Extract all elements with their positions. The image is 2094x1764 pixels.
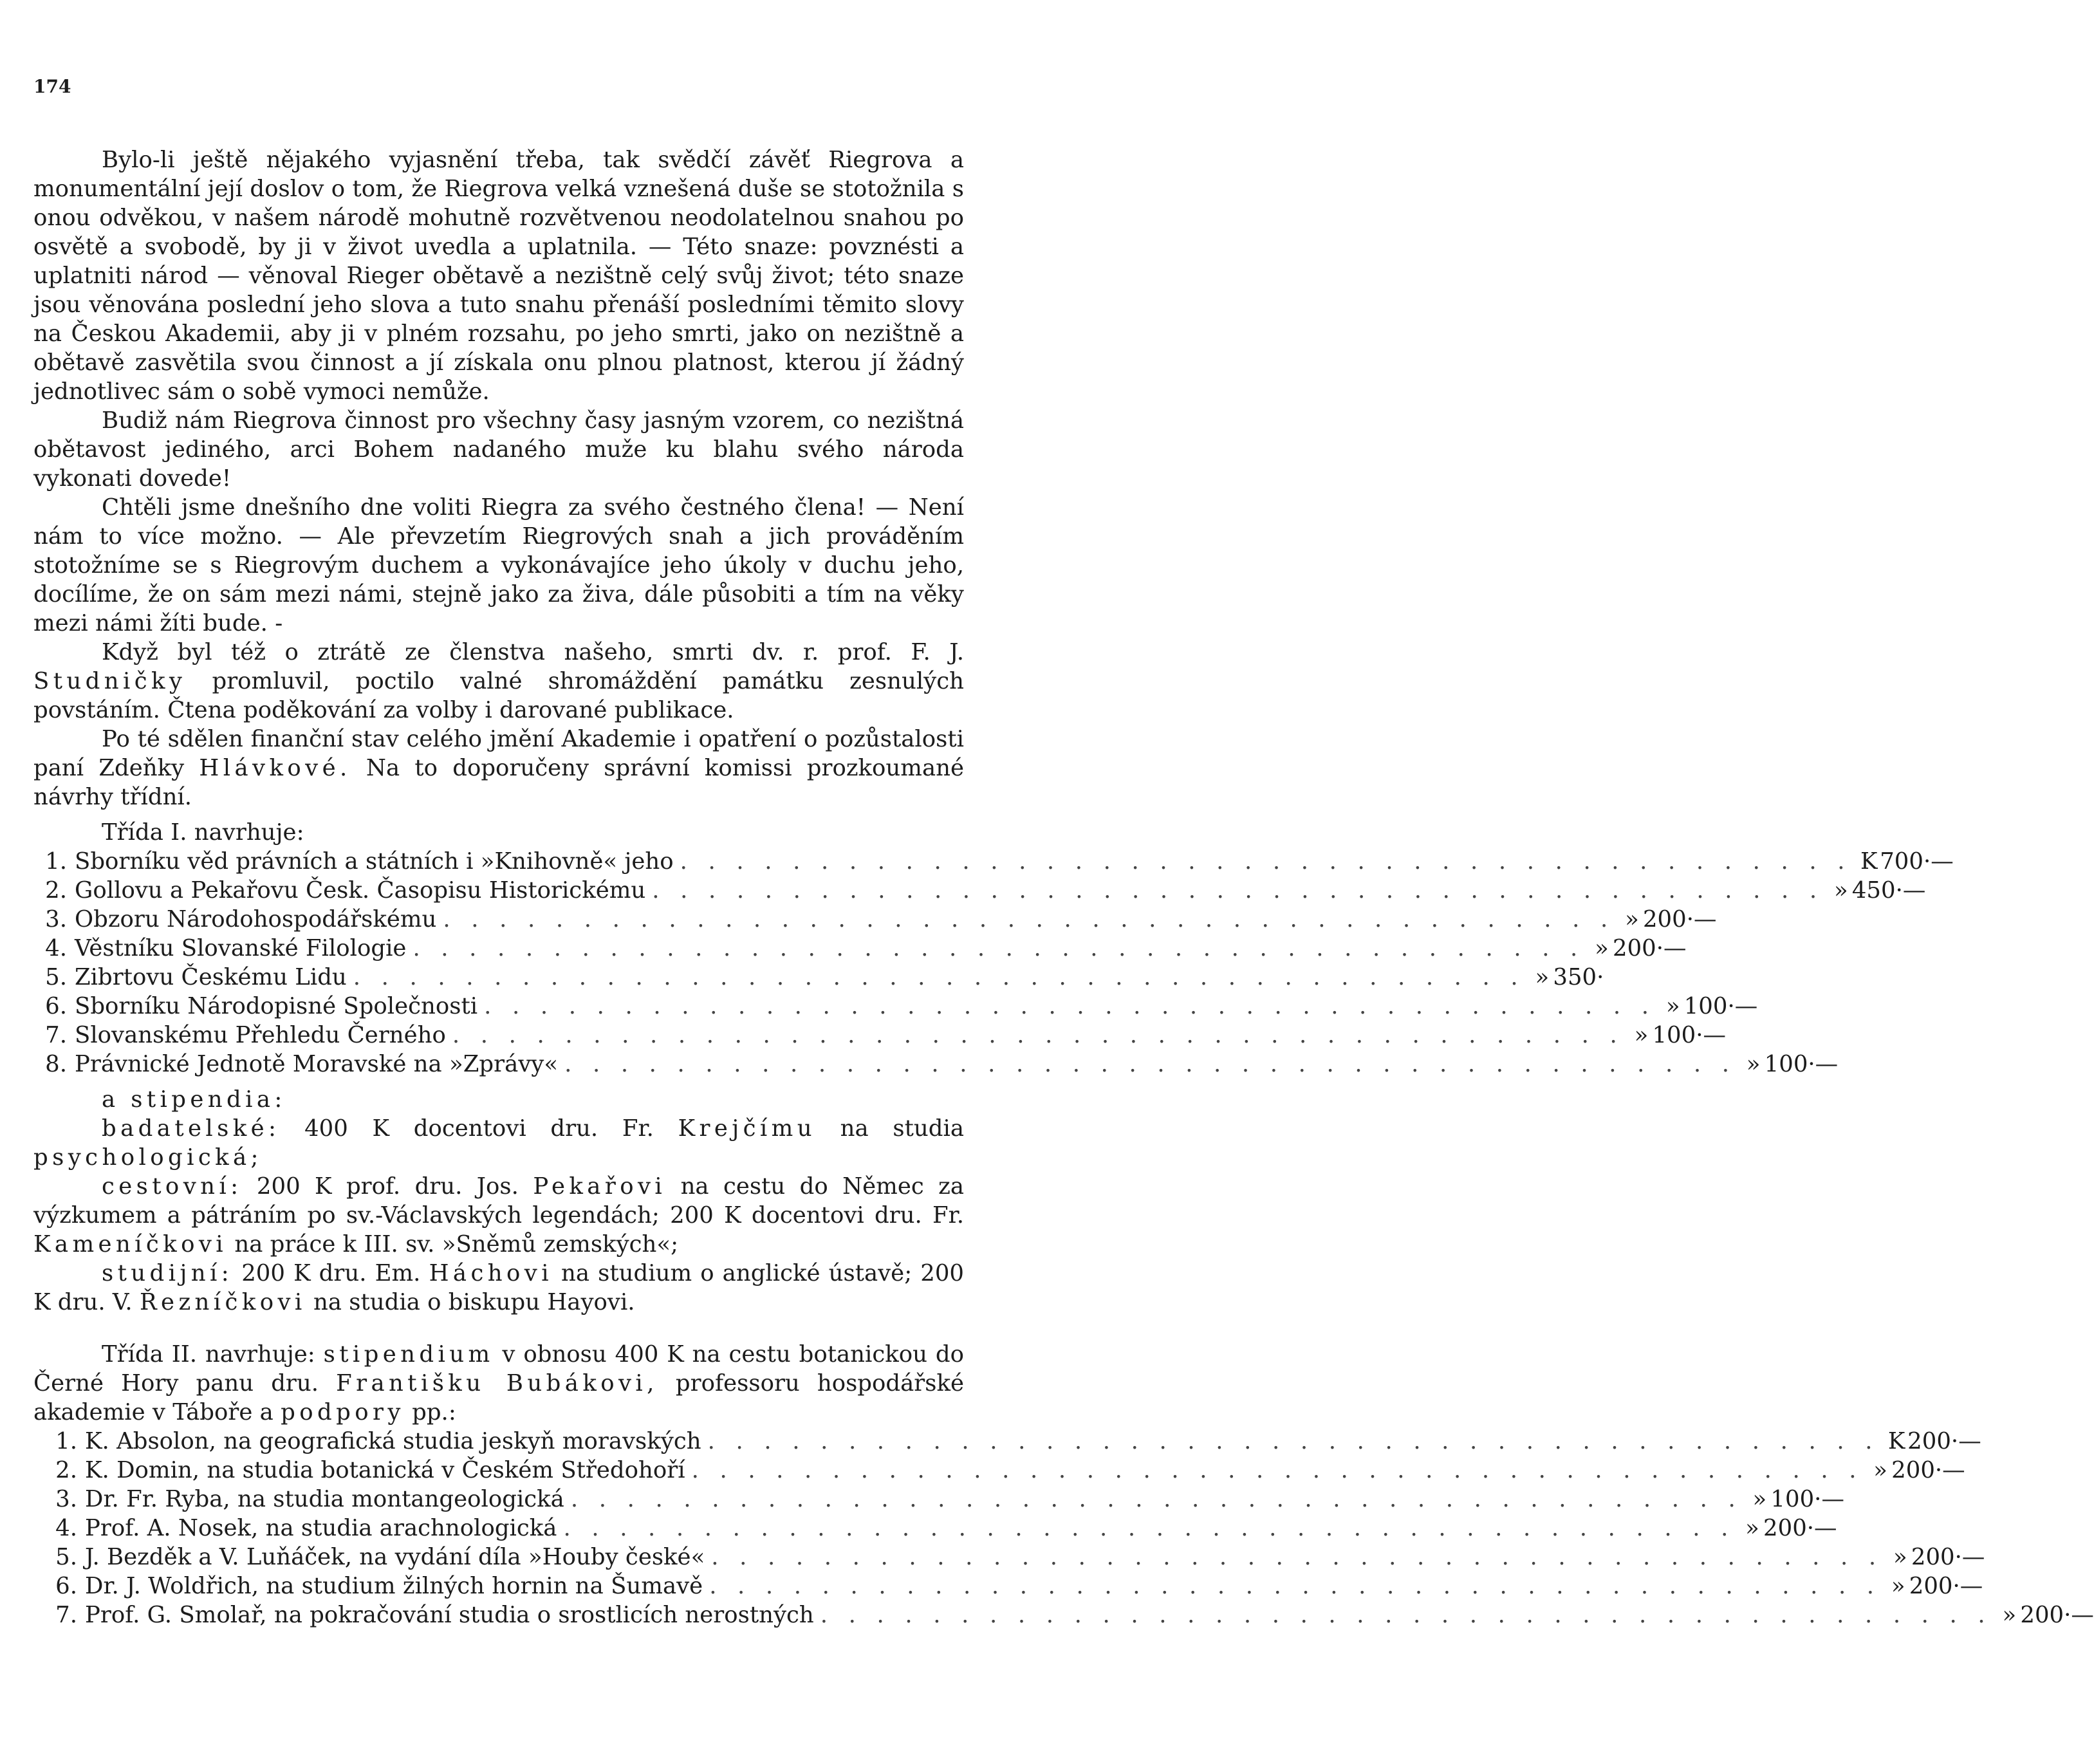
paragraph-3: Chtěli jsme dnešního dne voliti Riegra za svého čestného člena! — Není nám to více možno. — Ale převzetím Riegrových snah a jich prováděním stotožníme se s Riegrovým duchem a vykonávajíce jeho úkoly v duchu jeho, docílíme, že on sám mezi námi, stejně jako za živa, dále působiti a tím na věky mezi námi žíti bude. - — [33, 494, 964, 636]
leader-dots: . . . . . . . . . . . . . . . . . . . . . . . . . . . . . . . . . . . . . . . . . . — [707, 1428, 1880, 1454]
class1-list — [33, 847, 1954, 1079]
leader-dots: . . . . . . . . . . . . . . . . . . . . . . . . . . . . . . . . . . . . . . . . . . — [570, 1486, 1743, 1512]
list-item: 3. Dr. Fr. Ryba, na studia montangeologická . . . . . . . . . . . . . . . . . . . . . . . . . . . . . . . . . . . . . . . . . . » 100·— — [55, 1486, 1844, 1512]
page-body — [33, 145, 2094, 1629]
leader-dots: . . . . . . . . . . . . . . . . . . . . . . . . . . . . . . . . . . . . . . . . . . — [680, 848, 1852, 875]
list-item: 6. Sborníku Národopisné Společnosti . . . . . . . . . . . . . . . . . . . . . . . . . . . . . . . . . . . . . . . . . . » 100·— — [45, 993, 1758, 1019]
list-item: 8. Právnické Jednotě Moravské na »Zprávy« . . . . . . . . . . . . . . . . . . . . . . . . . . . . . . . . . . . . . . . . . . » 100·— — [45, 1051, 1839, 1077]
stipendia-heading: a stipendia: — [102, 1086, 286, 1113]
class2-list — [33, 1427, 2094, 1629]
leader-dots: . . . . . . . . . . . . . . . . . . . . . . . . . . . . . . . . . . . . . . . . . . — [652, 877, 1824, 904]
list-item: 4. Věstníku Slovanské Filologie . . . . . . . . . . . . . . . . . . . . . . . . . . . . . . . . . . . . . . . . . . » 200·— — [45, 935, 1687, 961]
paragraph-4: Když byl též o ztrátě ze členstva našeho, smrti dv. r. prof. F. J. Studničky promluvil, poctilo valné shromáždění památku zesnulých povstáním. Čtena poděkování za volby i darované publikace. — [33, 639, 964, 723]
list-item: 1. Sborníku věd právních a státních i »Knihovně« jeho . . . . . . . . . . . . . . . . . . . . . . . . . . . . . . . . . . . . . . . . . . K 700·— — [45, 848, 1954, 875]
leader-dots: . . . . . . . . . . . . . . . . . . . . . . . . . . . . . . . . . . . . . . . . . . — [711, 1544, 1883, 1570]
name-bubak: Františku Bubákovi, — [336, 1370, 658, 1397]
leader-dots: . . . . . . . . . . . . . . . . . . . . . . . . . . . . . . . . . . . . . . . . . . — [564, 1051, 1736, 1077]
class2-paragraph: Třída II. navrhuje: stipendium v obnosu 400 K na cestu botanickou do Černé Hory panu dru. Františku Bubákovi, professoru hospodářské akademie v Táboře a podpory pp.: — [33, 1341, 965, 1425]
list-item: 2. K. Domin, na studia botanická v Českém Středohoří . . . . . . . . . . . . . . . . . . . . . . . . . . . . . . . . . . . . . . . . . . » 200·— — [55, 1457, 1965, 1483]
stipendium-cestovni: cestovní: 200 K prof. dru. Jos. Pekařovi na cestu do Němec za výzkumem a pátráním po sv.-Václavských legendách; 200 K docentovi dru. Fr. Kameníčkovi na práce k III. sv. »Sněmů zemských«; — [33, 1173, 964, 1258]
stipendium-badatelske: badatelské: 400 K docentovi dru. Fr. Krejčímu na studia psychologická; — [33, 1115, 964, 1171]
list-item: 5. J. Bezděk a V. Luňáček, na vydání díla »Houby české« . . . . . . . . . . . . . . . . . . . . . . . . . . . . . . . . . . . . . . . . . . » 200·— — [55, 1544, 1985, 1570]
list-item: 2. Gollovu a Pekařovu Česk. Časopisu Historickému . . . . . . . . . . . . . . . . . . . . . . . . . . . . . . . . . . . . . . . . . . » 450·— — [45, 877, 1926, 904]
name-pekar: Pekařovi — [533, 1173, 667, 1200]
name-krejci: Krejčímu — [678, 1115, 816, 1142]
name-hlavkova: Hlávkové. — [199, 755, 351, 781]
name-hacha: Háchovi — [429, 1260, 553, 1286]
leader-dots: . . . . . . . . . . . . . . . . . . . . . . . . . . . . . . . . . . . . . . . . . . — [820, 1602, 1992, 1628]
leader-dots: . . . . . . . . . . . . . . . . . . . . . . . . . . . . . . . . . . . . . . . . . . — [443, 906, 1615, 933]
name-kamenicek: Kameníčkovi — [33, 1231, 228, 1258]
leader-dots: . . . . . . . . . . . . . . . . . . . . . . . . . . . . . . . . . . . . . . . . . . — [484, 993, 1656, 1019]
leader-dots: . . . . . . . . . . . . . . . . . . . . . . . . . . . . . . . . . . . . . . . . . . — [353, 964, 1525, 990]
leader-dots: . . . . . . . . . . . . . . . . . . . . . . . . . . . . . . . . . . . . . . . . . . — [709, 1573, 1881, 1599]
name-studnicka: Studničky — [33, 668, 187, 694]
paragraph-1: Bylo-li ještě nějakého vyjasnění třeba, tak svědčí závěť Riegrova a monumentální její doslov o tom, že Riegrova velká vznešená duše se stotožnila s onou odvěkou, v našem národě mohutně rozvětvenou neodolatelnou snahou po osvětě a svobodě, by ji v život uvedla a uplatnila. — Této snaze: povznésti a uplatniti národ — věnoval Rieger obětavě a nezištně celý svůj život; této snaze jsou věnována poslední jeho slova a tuto snahu přenáší posledními těmito slovy na Českou Akademii, aby ji v plném rozsahu, po jeho smrti, jako on nezištně a obětavě zasvětila svou činnost a jí získala onu plnou platnost, kterou jí žádný jednotlivec sám o sobě vymoci nemůže. — [33, 147, 964, 405]
stipendium-studijni: studijní: 200 K dru. Em. Háchovi na studium o anglické ústavě; 200 K dru. V. Řezníčkovi na studia o biskupu Hayovi. — [33, 1260, 965, 1315]
name-reznicek: Řezníčkovi — [139, 1289, 306, 1315]
leader-dots: . . . . . . . . . . . . . . . . . . . . . . . . . . . . . . . . . . . . . . . . . . — [691, 1457, 1864, 1483]
leader-dots: . . . . . . . . . . . . . . . . . . . . . . . . . . . . . . . . . . . . . . . . . . — [563, 1515, 1736, 1541]
class1-heading: Třída I. navrhuje: — [102, 819, 304, 846]
list-item: 7. Slovanskému Přehledu Černého . . . . . . . . . . . . . . . . . . . . . . . . . . . . . . . . . . . . . . . . . . » 100·— — [45, 1022, 1727, 1048]
paragraph-2: Budiž nám Riegrova činnost pro všechny časy jasným vzorem, co nezištná obětavost jediného, arci Bohem nadaného muže ku blahu svého národa vykonati dovede! — [33, 407, 964, 492]
leader-dots: . . . . . . . . . . . . . . . . . . . . . . . . . . . . . . . . . . . . . . . . . . — [412, 935, 1584, 961]
list-item: 7. Prof. G. Smolař, na pokračování studia o srostlicích nerostných . . . . . . . . . . . . . . . . . . . . . . . . . . . . . . . . . . . . . . . . . . » 200·— — [55, 1602, 2094, 1628]
leader-dots: . . . . . . . . . . . . . . . . . . . . . . . . . . . . . . . . . . . . . . . . . . — [452, 1022, 1624, 1048]
list-item: 1. K. Absolon, na geografická studia jeskyň moravských . . . . . . . . . . . . . . . . . . . . . . . . . . . . . . . . . . . . . . . . . . K 200·— — [55, 1428, 1981, 1454]
list-item: 4. Prof. A. Nosek, na studia arachnologická . . . . . . . . . . . . . . . . . . . . . . . . . . . . . . . . . . . . . . . . . . » 200·— — [55, 1515, 1837, 1541]
page-number: 174 — [33, 76, 71, 97]
list-item: 6. Dr. J. Woldřich, na studium žilných hornin na Šumavě . . . . . . . . . . . . . . . . . . . . . . . . . . . . . . . . . . . . . . . . . . » 200·— — [55, 1573, 1983, 1599]
paragraph-5: Po té sdělen finanční stav celého jmění Akademie i opatření o pozůstalosti paní Zdeňky Hlávkové. Na to doporučeny správní komissi prozkoumané návrhy třídní. — [33, 726, 964, 810]
list-item: 3. Obzoru Národohospodářskému . . . . . . . . . . . . . . . . . . . . . . . . . . . . . . . . . . . . . . . . . . » 200·— — [45, 906, 1717, 933]
list-item: 5. Zibrtovu Českému Lidu . . . . . . . . . . . . . . . . . . . . . . . . . . . . . . . . . . . . . . . . . . » 350· — [45, 964, 1604, 990]
